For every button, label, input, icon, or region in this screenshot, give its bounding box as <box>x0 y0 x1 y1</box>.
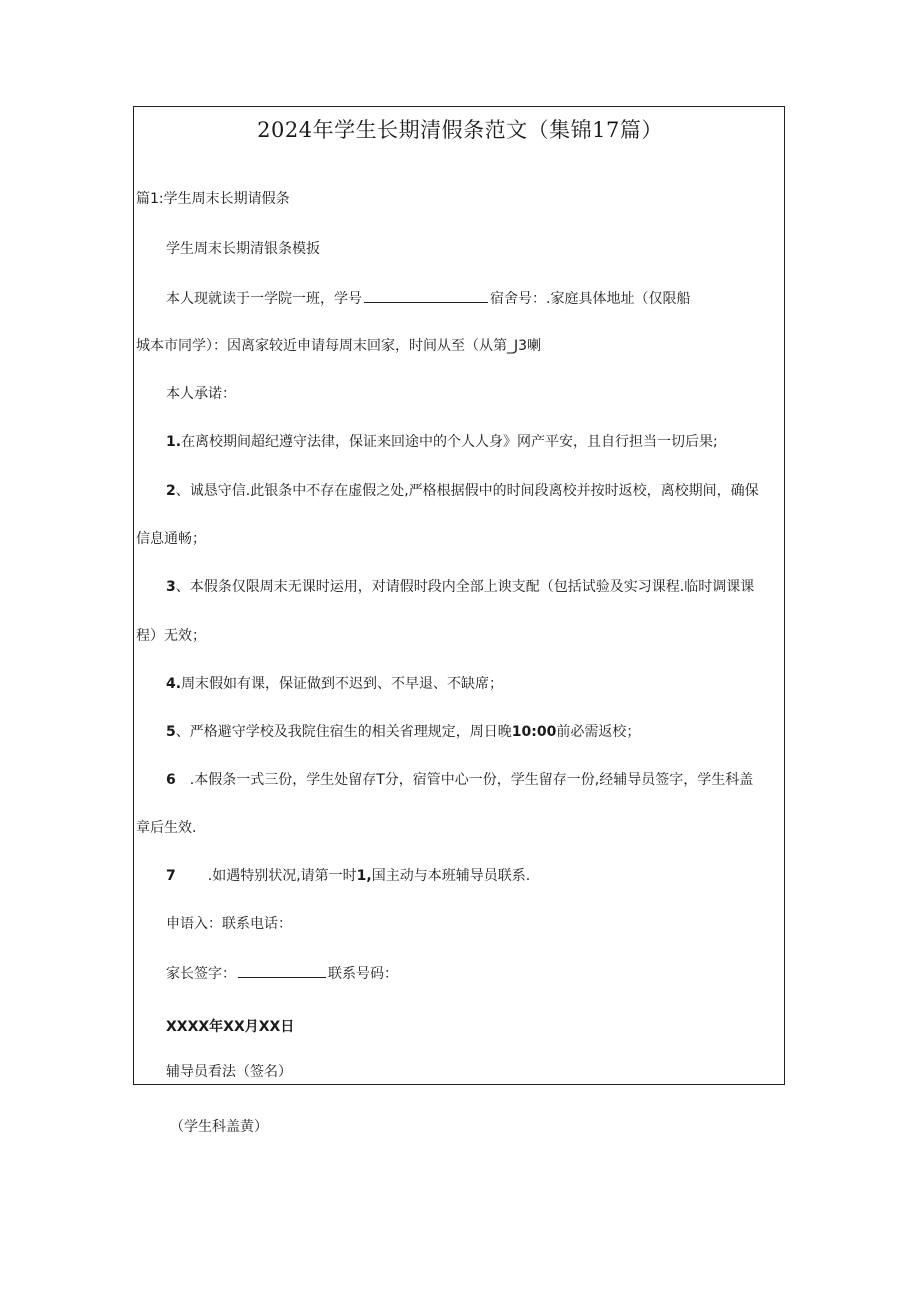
item-text: .本假条一式三份，学生处留存T分，宿管中心一份，学生留存一份,经辅导员签字，学生科盖 <box>189 772 754 788</box>
item-text-end: 国主动与本班辅导员联系. <box>371 868 531 884</box>
item-text: 、诚恳守信.此银条中不存在虚假之处,严格根据假中的时间段离校并按时返校，离校期间，确保 <box>175 483 759 499</box>
item-number: 6 <box>166 772 176 788</box>
document-title: 2024年学生长期清假条范文（集锦17篇） <box>257 118 663 142</box>
parent-signature-label: 家长签字： <box>166 966 236 982</box>
item-number: 1. <box>166 434 182 450</box>
intro-line-1 <box>166 288 690 309</box>
promise-item-3 <box>166 577 754 597</box>
parent-signature-blank <box>238 963 326 978</box>
item-text: 、严格避守学校及我院住宿生的相关省理规定，周日晚 <box>175 724 512 740</box>
promise-item-4 <box>166 674 503 694</box>
parent-phone-label: 联系号码： <box>328 966 398 982</box>
stamp-line: （学生科盖黄） <box>170 1119 268 1135</box>
parent-signature-line <box>166 963 398 984</box>
promise-item-6 <box>166 770 753 790</box>
item-number: 7 <box>166 868 176 884</box>
item-text: 周末假如有课，保证做到不迟到、不早退、不缺席； <box>181 676 504 692</box>
item-text-end: 前必需返校； <box>556 724 641 740</box>
item-number: 4. <box>166 676 182 692</box>
item-text: .如遇特别状况,请第一时 <box>207 868 357 884</box>
promise-item-1 <box>166 432 718 452</box>
counselor-line: 辅导员看法（签名） <box>166 1064 292 1080</box>
item-text-bold: 1, <box>356 868 372 884</box>
item-number: 5 <box>166 724 176 740</box>
student-id-blank <box>364 288 488 303</box>
return-time: 10:00 <box>511 724 557 740</box>
item-number: 3 <box>166 579 176 595</box>
promise-item-2-cont: 信息通畅； <box>136 531 206 547</box>
promise-item-7 <box>166 866 530 886</box>
promise-item-5 <box>166 722 640 742</box>
intro-text-start: 本人现就读于一学院一班，学号 <box>166 291 362 307</box>
applicant-line: 申语入：联系电话： <box>166 916 292 932</box>
section-heading: 篇1:学生周末长期请假条 <box>136 191 290 207</box>
date-line: XXXX年XX月XX日 <box>166 1019 295 1035</box>
item-text: 、本假条仅限周末无课时运用，对请假时段内全部上谀支配（包括试验及实习课程.临时调课课 <box>175 579 755 595</box>
item-text: 在离校期间超纪遵守法律，保证来回途中的个人人身》网产平安，且自行担当一切后果; <box>181 434 718 450</box>
promise-item-2 <box>166 481 759 501</box>
intro-line-2: 城本市同学）：因离家较近申请每周末回家，时间从至（从第_J3喇 <box>136 338 542 354</box>
promise-item-6-cont: 章后生效. <box>136 820 197 836</box>
promise-label: 本人承诺： <box>166 386 236 402</box>
intro-text-end: 宿舍号：.家庭具体地址（仅限船 <box>490 291 691 307</box>
item-number: 2 <box>166 483 176 499</box>
form-subheading: 学生周末长期清银条模扳 <box>166 241 320 257</box>
promise-item-3-cont: 程）无效； <box>136 628 206 644</box>
